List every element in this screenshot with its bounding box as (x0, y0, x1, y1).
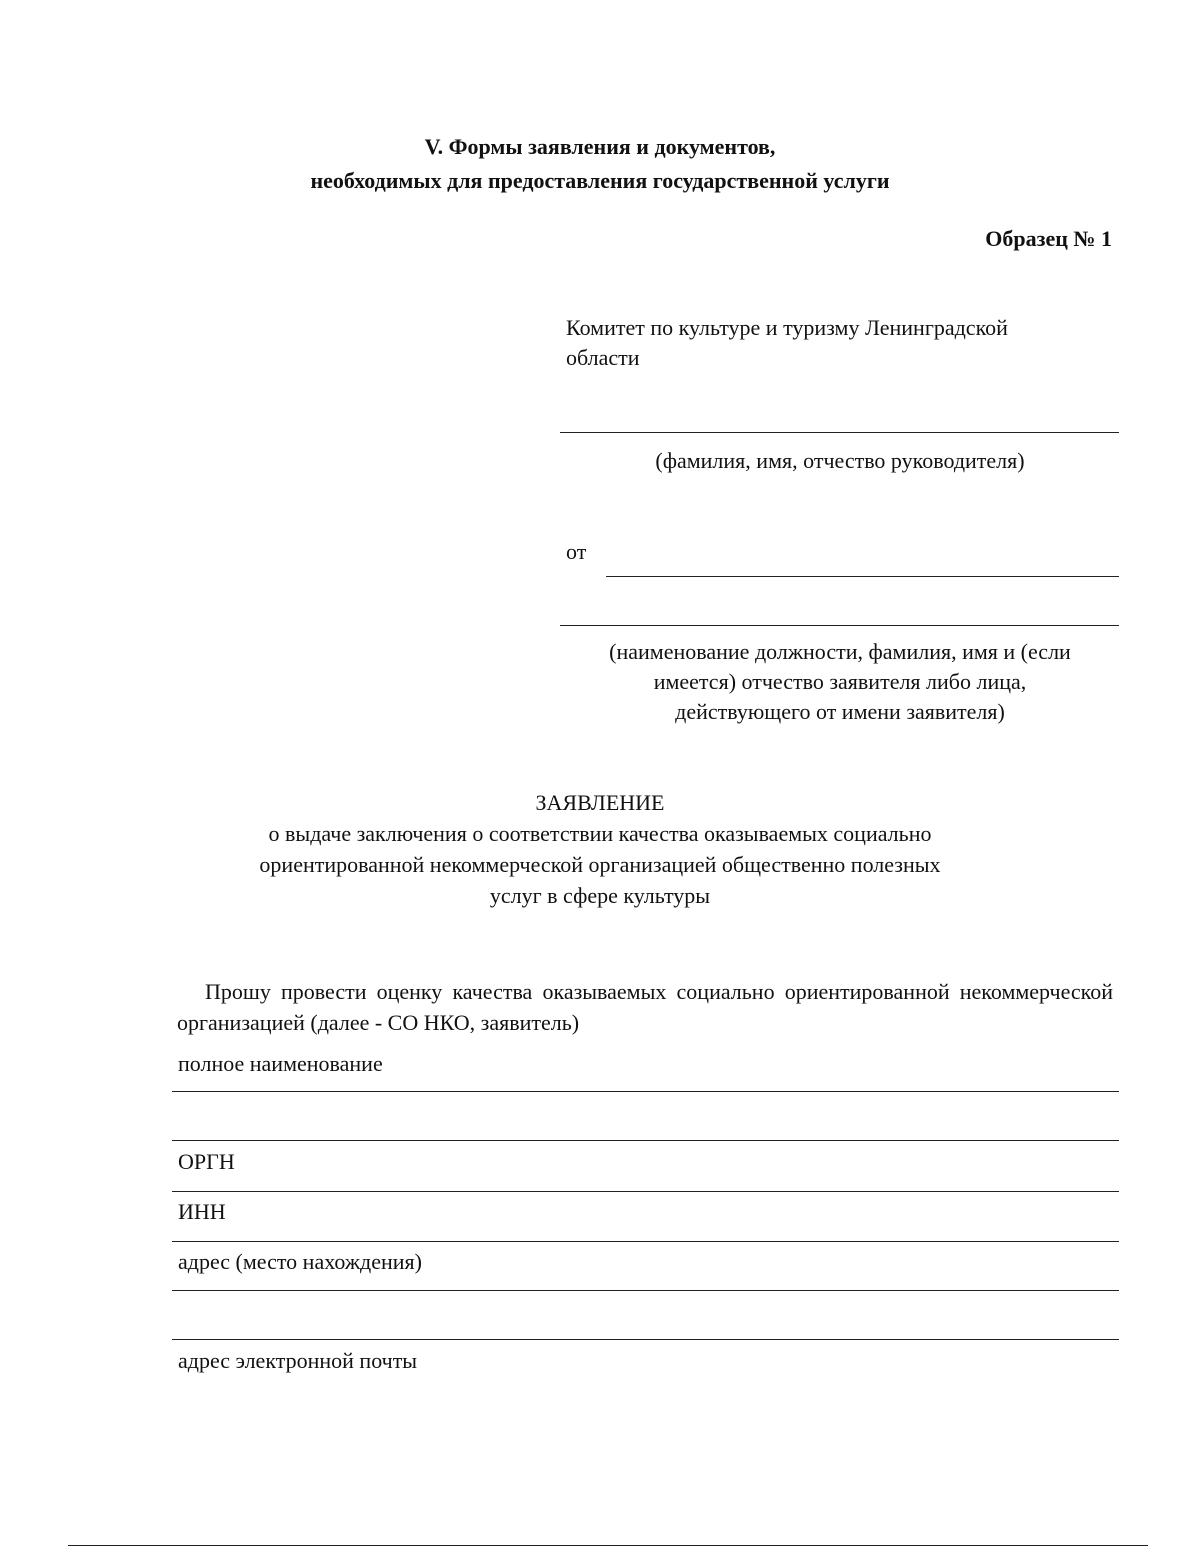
ogrn-label: ОРГН (178, 1149, 235, 1174)
from-label: от (566, 539, 587, 564)
applicant-caption-line-1: (наименование должности, фамилия, имя и (если (609, 639, 1071, 664)
sample-label: Образец № 1 (985, 226, 1112, 251)
head-name-caption: (фамилия, имя, отчество руководителя) (655, 448, 1025, 473)
applicant-caption-line-2: имеется) отчество заявителя либо лица, (653, 669, 1027, 694)
applicant-caption (560, 637, 1120, 727)
inn-label: ИНН (178, 1199, 226, 1224)
title-line-2: ориентированной некоммерческой организацией общественно полезных (259, 852, 941, 877)
address-label: адрес (место нахождения) (178, 1249, 422, 1274)
request-paragraph: Прошу провести оценку качества оказываемых социально ориентированной некоммерческой организацией (далее - СО НКО, заявитель) (177, 979, 1113, 1035)
head-name-line[interactable] (560, 432, 1119, 433)
addressee-line-2: области (566, 345, 640, 370)
heading-line-2: необходимых для предоставления государственной услуги (310, 168, 890, 193)
full-name-line-1[interactable] (172, 1091, 1119, 1092)
applicant-line[interactable] (560, 625, 1119, 626)
ogrn-line[interactable] (172, 1191, 1119, 1192)
heading-line-1: V. Формы заявления и документов, (424, 134, 776, 159)
from-line[interactable] (606, 576, 1119, 577)
page-bottom-rule (68, 1545, 1148, 1546)
address-line-2[interactable] (172, 1339, 1119, 1340)
title-main: ЗАЯВЛЕНИЕ (535, 790, 665, 815)
section-heading (0, 130, 1200, 198)
applicant-caption-line-3: действующего от имени заявителя) (675, 699, 1005, 724)
title-line-3: услуг в сфере культуры (489, 883, 711, 908)
address-line-1[interactable] (172, 1290, 1119, 1291)
addressee-block (566, 313, 1106, 373)
application-title (0, 787, 1200, 911)
full-name-line-2[interactable] (172, 1140, 1119, 1141)
email-label: адрес электронной почты (178, 1348, 418, 1373)
title-line-1: о выдаче заключения о соответствии качества оказываемых социально (268, 821, 932, 846)
addressee-line-1: Комитет по культуре и туризму Ленинградской (566, 315, 1008, 340)
inn-line[interactable] (172, 1241, 1119, 1242)
full-name-label: полное наименование (178, 1051, 383, 1076)
